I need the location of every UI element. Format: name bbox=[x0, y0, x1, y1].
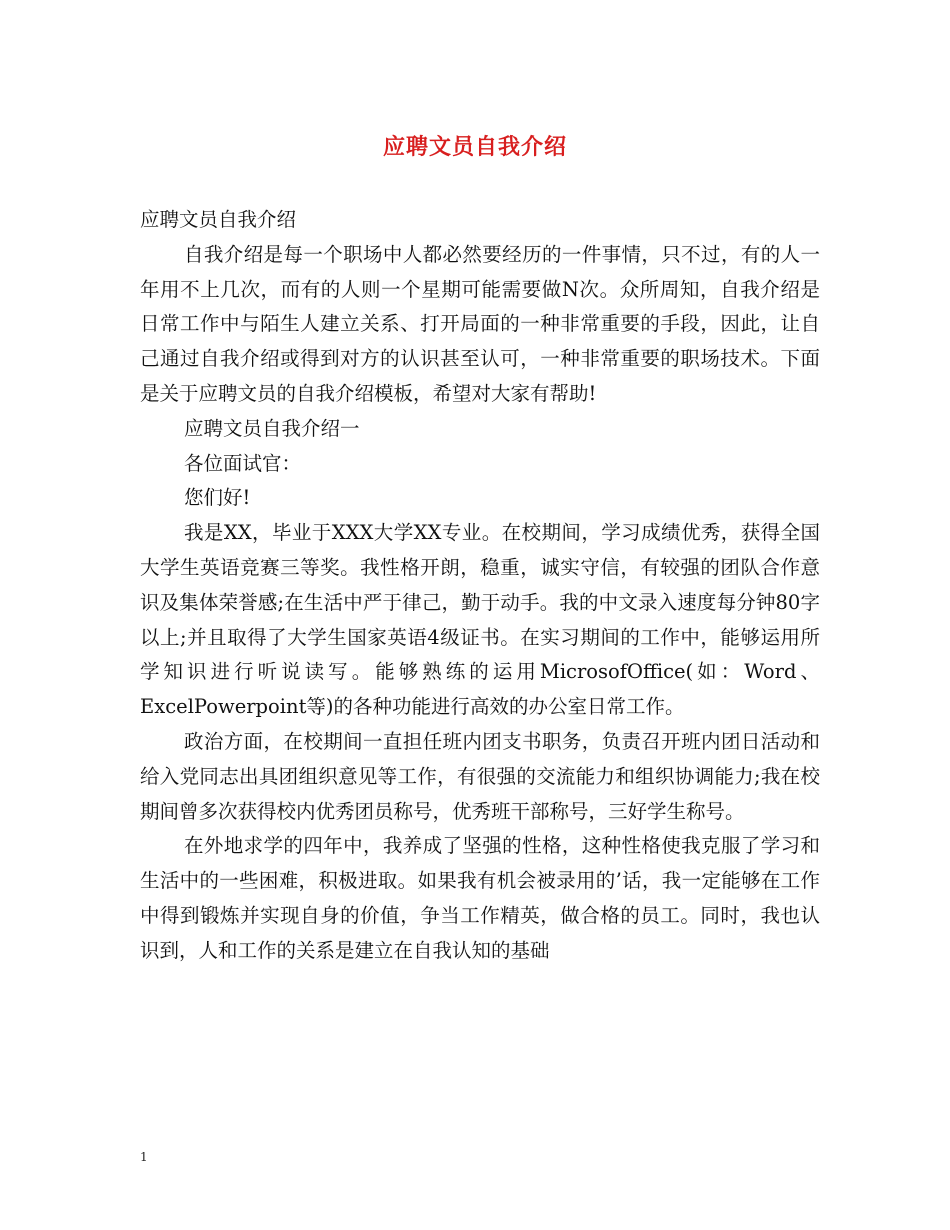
subsection-heading: 应聘文员自我介绍一 bbox=[184, 416, 360, 440]
greeting-line: 您们好! bbox=[184, 486, 251, 510]
section-heading: 应聘文员自我介绍 bbox=[140, 208, 297, 231]
salutation-line: 各位面试官： bbox=[184, 451, 302, 475]
document-title: 应聘文员自我介绍 bbox=[382, 134, 567, 160]
education-paragraph: 我是XX，毕业于XXX大学XX专业。在校期间，学习成绩优秀，获得全国大学生英语竞赛三等奖。我性格开朗，稳重，诚实守信，有较强的团队合作意识及集体荣誉感;在生活中严于律己，勤于动手。我的中文录入速度每分钟80字以上;并且取得了大学生国家英语4级证书。在实习期间的工作中，能够运用所学知识进行听说读写。能够熟练的运用MicrosofOffice(如：Word、ExcelPowerpoint等)的各种功能进行高效的办公室日常工作。 bbox=[140, 521, 820, 719]
page-number: 1 bbox=[140, 1150, 148, 1164]
character-paragraph: 在外地求学的四年中，我养成了坚强的性格，这种性格使我克服了学习和生活中的一些困难，积极进取。如果我有机会被录用的’话，我一定能够在工作中得到锻炼并实现自身的价值，争当工作精英，做合格的员工。同时，我也认识到，人和工作的关系是建立在自我认知的基础 bbox=[140, 834, 820, 962]
politics-paragraph: 政治方面，在校期间一直担任班内团支书职务，负责召开班内团日活动和给入党同志出具团组织意见等工作，有很强的交流能力和组织协调能力;我在校期间曾多次获得校内优秀团员称号，优秀班干部称号，三好学生称号。 bbox=[140, 729, 820, 823]
document-body bbox=[140, 203, 820, 969]
intro-paragraph: 自我介绍是每一个职场中人都必然要经历的一件事情，只不过，有的人一年用不上几次，而有的人则一个星期可能需要做N次。众所周知，自我介绍是日常工作中与陌生人建立关系、打开局面的一种非常重要的手段，因此，让自己通过自我介绍或得到对方的认识甚至认可，一种非常重要的职场技术。下面是关于应聘文员的自我介绍模板，希望对大家有帮助! bbox=[140, 242, 820, 405]
